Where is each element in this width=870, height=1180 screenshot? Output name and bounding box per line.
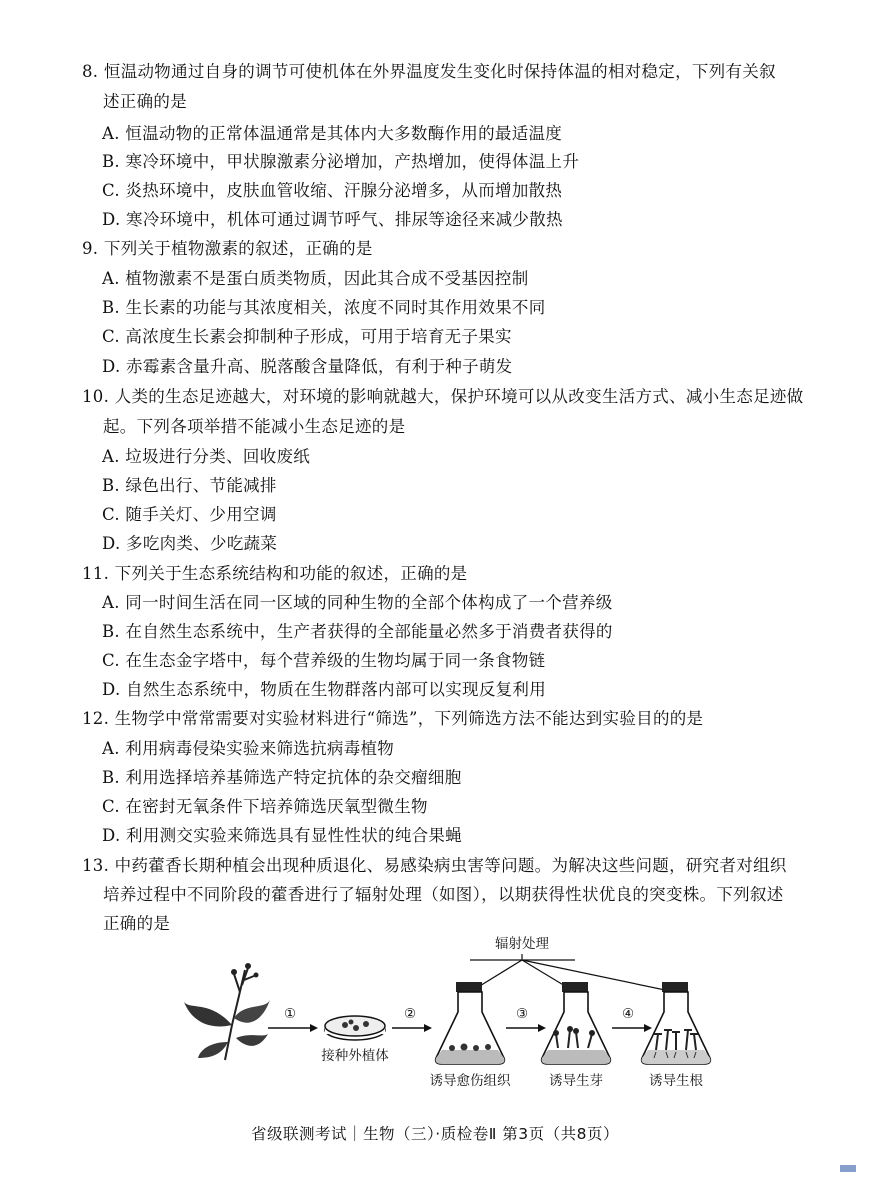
step-3-label: ③ — [515, 1006, 529, 1022]
q13-stem-line2: 培养过程中不同阶段的藿香进行了辐射处理（如图），以期获得性状优良的突变株。下列叙述 — [103, 885, 784, 904]
step-2-label: ② — [403, 1006, 417, 1022]
q11-option-c: C. 在生态金字塔中，每个营养级的生物均属于同一条食物链 — [102, 651, 546, 670]
q10-stem-line2: 起。下列各项举措不能减小生态足迹的是 — [103, 417, 406, 436]
step-4-label: ④ — [621, 1006, 635, 1022]
step-1-label: ① — [283, 1006, 297, 1022]
q9-stem-line1: 9. 下列关于植物激素的叙述，正确的是 — [82, 239, 373, 258]
q10-option-b: B. 绿色出行、节能减排 — [102, 476, 277, 495]
callus-label: 诱导愈伤组织 — [429, 1073, 511, 1089]
q9-option-a: A. 植物激素不是蛋白质类物质，因此其合成不受基因控制 — [102, 269, 529, 288]
root-label: 诱导生根 — [649, 1073, 703, 1089]
tissue-culture-diagram — [170, 930, 730, 1100]
q10-stem-line1: 10. 人类的生态足迹越大，对环境的影响就越大，保护环境可以从改变生活方式、减小生态足迹做 — [82, 387, 804, 406]
q11-option-b: B. 在自然生态系统中，生产者获得的全部能量必然多于消费者获得的 — [102, 622, 613, 641]
q12-option-a: A. 利用病毒侵染实验来筛选抗病毒植物 — [102, 739, 395, 758]
q13-stem-line1: 13. 中药藿香长期种植会出现种质退化、易感染病虫害等问题。为解决这些问题，研究者对组织 — [82, 856, 787, 875]
q10-option-c: C. 随手关灯、少用空调 — [102, 505, 277, 524]
q8-option-c: C. 炎热环境中，皮肤血管收缩、汗腺分泌增多，从而增加散热 — [102, 181, 563, 200]
q9-option-c: C. 高浓度生长素会抑制种子形成，可用于培育无子果实 — [102, 327, 512, 346]
flask-root-icon — [642, 982, 711, 1064]
q8-stem-line1: 8. 恒温动物通过自身的调节可使机体在外界温度发生变化时保持体温的相对稳定，下列有关叙 — [82, 62, 776, 81]
shoot-label: 诱导生芽 — [549, 1073, 603, 1089]
q9-option-d: D. 赤霉素含量升高、脱落酸含量降低，有利于种子萌发 — [102, 357, 513, 376]
q12-stem-line1: 12. 生物学中常常需要对实验材料进行“筛选”，下列筛选方法不能达到实验目的的是 — [82, 709, 704, 728]
q8-stem-line2: 述正确的是 — [103, 92, 187, 111]
q10-option-a: A. 垃圾进行分类、回收废纸 — [102, 447, 311, 466]
flask-callus-icon — [436, 982, 505, 1064]
watermark-badge — [840, 1165, 856, 1172]
q10-option-d: D. 多吃肉类、少吃蔬菜 — [102, 534, 278, 553]
q11-option-a: A. 同一时间生活在同一区域的同种生物的全部个体构成了一个营养级 — [102, 593, 613, 612]
q11-option-d: D. 自然生态系统中，物质在生物群落内部可以实现反复利用 — [102, 680, 547, 699]
petri-dish-icon — [325, 1016, 385, 1040]
q12-option-c: C. 在密封无氧条件下培养筛选厌氧型微生物 — [102, 797, 428, 816]
radiation-line-3 — [522, 960, 665, 990]
explant-label: 接种外植体 — [321, 1048, 389, 1064]
q8-option-b: B. 寒冷环境中，甲状腺激素分泌增加，产热增加，使得体温上升 — [102, 152, 580, 171]
q12-option-b: B. 利用选择培养基筛选产特定抗体的杂交瘤细胞 — [102, 768, 462, 787]
flask-shoot-icon — [542, 982, 611, 1064]
radiation-label: 辐射处理 — [495, 936, 549, 952]
page-footer: 省级联测考试｜生物（三）·质检卷Ⅱ 第3页（共8页） — [251, 1125, 619, 1143]
q8-option-a: A. 恒温动物的正常体温通常是其体内大多数酶作用的最适温度 — [102, 124, 563, 143]
q11-stem-line1: 11. 下列关于生态系统结构和功能的叙述，正确的是 — [82, 564, 468, 583]
q9-option-b: B. 生长素的功能与其浓度相关，浓度不同时其作用效果不同 — [102, 298, 546, 317]
mother-plant-icon — [184, 963, 270, 1060]
q13-stem-line3: 正确的是 — [103, 914, 171, 933]
q8-option-d: D. 寒冷环境中，机体可通过调节呼气、排尿等途径来减少散热 — [102, 210, 563, 229]
q12-option-d: D. 利用测交实验来筛选具有显性性状的纯合果蝇 — [102, 826, 463, 845]
